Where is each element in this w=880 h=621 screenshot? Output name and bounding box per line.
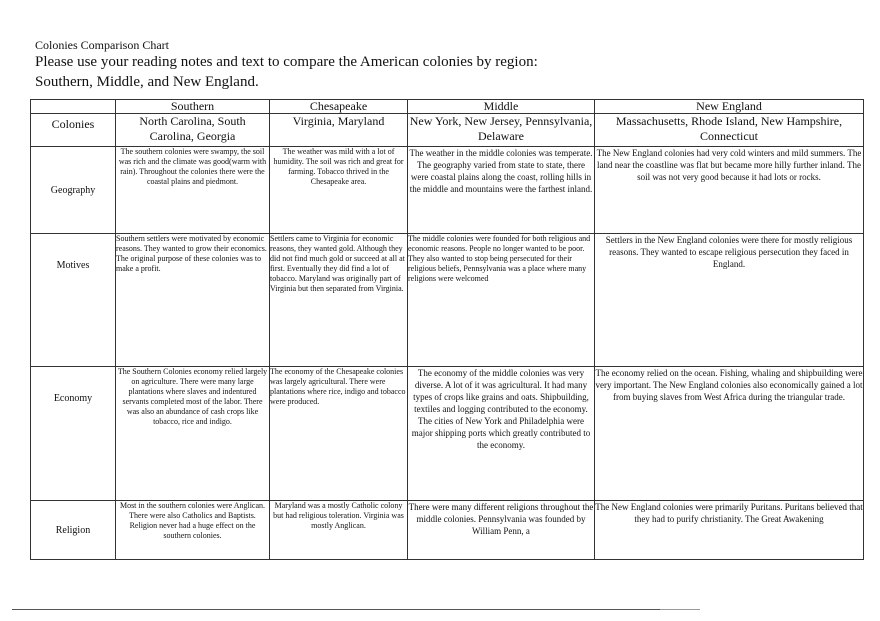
footer-divider-short <box>660 609 700 610</box>
header-chesapeake: Chesapeake <box>270 100 408 114</box>
cell-colonies-new-england: Massachusetts, Rhode Island, New Hampshire, Connecticut <box>595 114 864 147</box>
table-row-colonies <box>31 114 864 147</box>
header-southern: Southern <box>116 100 270 114</box>
cell-economy-southern: The Southern Colonies economy relied largely on agriculture. There were many large plantations where slaves and indentured servants completed most of the labor. There was also an abundance of cash crops like tobacco, rice and indigo. <box>116 367 270 501</box>
comparison-table <box>30 99 864 560</box>
table-row-geography <box>31 147 864 234</box>
cell-colonies-chesapeake: Virginia, Maryland <box>270 114 408 147</box>
cell-religion-new-england: The New England colonies were primarily Puritans. Puritans believed that they had to purify christianity. The Great Awakening <box>595 501 864 560</box>
table-row-motives <box>31 234 864 367</box>
cell-geography-middle: The weather in the middle colonies was temperate. The geography varied from state to state, there were coastal plains along the coast, rolling hills in the middle and mountains were the farthest inland. <box>408 147 595 234</box>
cell-economy-chesapeake: The economy of the Chesapeake colonies was largely agricultural. There were plantations where rice, indigo and tobacco were produced. <box>270 367 408 501</box>
row-label-geography: Geography <box>31 147 116 234</box>
cell-religion-chesapeake: Maryland was a mostly Catholic colony but had religious toleration. Virginia was mostly Anglican. <box>270 501 408 560</box>
cell-geography-new-england: The New England colonies had very cold winters and mild summers. The land near the coastline was flat but became more hilly further inland. The soil was not very good because it had lots or rocks. <box>595 147 864 234</box>
row-label-colonies: Colonies <box>31 114 116 147</box>
table-row-economy <box>31 367 864 501</box>
table-row-religion <box>31 501 864 560</box>
cell-motives-new-england: Settlers in the New England colonies were there for mostly religious reasons. They wanted to escape religious persecution they faced in England. <box>595 234 864 367</box>
instructions-text: Please use your reading notes and text to compare the American colonies by region: Southern, Middle, and New England. <box>35 54 538 90</box>
cell-economy-middle: The economy of the middle colonies was very diverse. A lot of it was agricultural. It had many types of crops like grains and oats. Shipbuilding, textiles and logging contributed to the economy. The cities of New York and Philadelphia were major shipping ports which greatly contributed to the economy. <box>408 367 595 501</box>
cell-motives-southern: Southern settlers were motivated by economic reasons. They wanted to grow their economics. The original purpose of these colonies was to make a profit. <box>116 234 270 367</box>
row-label-religion: Religion <box>31 501 116 560</box>
cell-colonies-middle: New York, New Jersey, Pennsylvania, Delaware <box>408 114 595 147</box>
header-new-england: New England <box>595 100 864 114</box>
document-title: Colonies Comparison Chart <box>35 38 169 52</box>
footer-divider <box>12 609 700 610</box>
cell-geography-chesapeake: The weather was mild with a lot of humidity. The soil was rich and great for farming. Tobacco thrived in the Chesapeake area. <box>270 147 408 234</box>
cell-colonies-southern: North Carolina, South Carolina, Georgia <box>116 114 270 147</box>
row-label-economy: Economy <box>31 367 116 501</box>
header-row <box>31 100 864 114</box>
cell-geography-southern: The southern colonies were swampy, the soil was rich and the climate was good(warm with rain). Throughout the colonies there were the coastal plains and piedmont. <box>116 147 270 234</box>
header-corner <box>31 100 116 114</box>
row-label-motives: Motives <box>31 234 116 367</box>
cell-economy-new-england: The economy relied on the ocean. Fishing, whaling and shipbuilding were very important. The New England colonies also economically gained a lot from buying slaves from West Africa during the triangular trade. <box>595 367 864 501</box>
cell-motives-chesapeake: Settlers came to Virginia for economic reasons, they wanted gold. Although they did not find much gold or succeed at all at first. Eventually they did find a lot of tobacco. Maryland was originally part of Virginia but then separated from Virginia. <box>270 234 408 367</box>
cell-motives-middle: The middle colonies were founded for both religious and economic reasons. People no longer wanted to be poor. They also wanted to stop being persecuted for their religious beliefs, Pennsylvania was a place where many religions were welcomed <box>408 234 595 367</box>
cell-religion-southern: Most in the southern colonies were Anglican. There were also Catholics and Baptists. Religion never had a huge effect on the southern colonies. <box>116 501 270 560</box>
cell-religion-middle: There were many different religions throughout the middle colonies. Pennsylvania was founded by William Penn, a <box>408 501 595 560</box>
header-middle: Middle <box>408 100 595 114</box>
